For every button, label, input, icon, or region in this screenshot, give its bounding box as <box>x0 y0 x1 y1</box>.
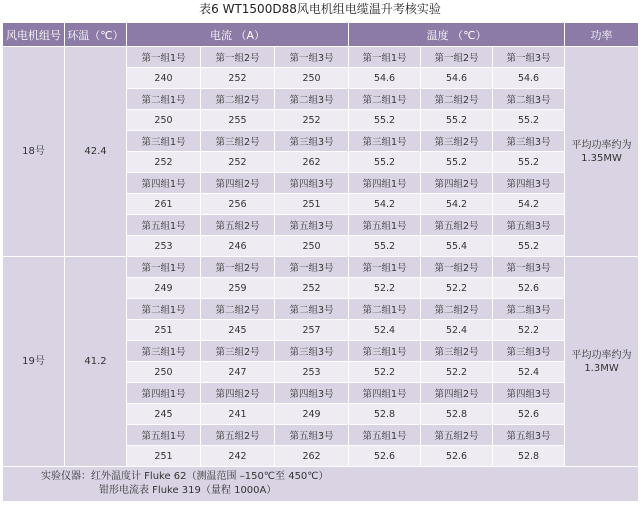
instrument-line-1: 实验仪器：红外温度计 Fluke 62（测温范围 –150℃至 450℃） <box>41 471 329 482</box>
temp-label: 第一组3号 <box>493 257 565 278</box>
temp-value: 55.2 <box>349 236 421 257</box>
temp-value: 54.2 <box>493 194 565 215</box>
temp-value: 52.6 <box>493 404 565 425</box>
temp-label: 第五组2号 <box>421 215 493 236</box>
temp-label: 第一组1号 <box>349 257 421 278</box>
current-label: 第三组3号 <box>275 341 349 362</box>
header-row <box>3 23 639 47</box>
header-current: 电流 （A） <box>127 23 349 47</box>
temp-label: 第四组2号 <box>421 383 493 404</box>
current-label: 第四组1号 <box>127 173 201 194</box>
current-value: 252 <box>275 110 349 131</box>
temp-value: 52.8 <box>421 404 493 425</box>
current-label: 第一组1号 <box>127 47 201 68</box>
current-value: 253 <box>275 362 349 383</box>
current-value: 259 <box>201 278 275 299</box>
temp-value: 54.2 <box>421 194 493 215</box>
temp-value: 52.2 <box>349 362 421 383</box>
temp-label: 第三组2号 <box>421 131 493 152</box>
current-value: 252 <box>201 68 275 89</box>
temp-value: 55.2 <box>349 110 421 131</box>
current-value: 253 <box>127 236 201 257</box>
temp-value: 52.6 <box>421 446 493 467</box>
current-label: 第二组2号 <box>201 89 275 110</box>
temp-label: 第二组3号 <box>493 89 565 110</box>
cable-temperature-table <box>2 22 639 502</box>
temp-value: 55.2 <box>493 152 565 173</box>
temp-label: 第四组3号 <box>493 173 565 194</box>
temp-value: 52.4 <box>493 362 565 383</box>
table-body <box>3 47 639 467</box>
temp-value: 55.4 <box>421 236 493 257</box>
temp-value: 54.6 <box>493 68 565 89</box>
temp-label: 第三组3号 <box>493 341 565 362</box>
temp-value: 55.2 <box>349 152 421 173</box>
current-label: 第五组3号 <box>275 215 349 236</box>
current-value: 257 <box>275 320 349 341</box>
current-label: 第四组2号 <box>201 383 275 404</box>
current-value: 262 <box>275 446 349 467</box>
current-label: 第一组3号 <box>275 47 349 68</box>
current-value: 252 <box>127 152 201 173</box>
current-label: 第五组2号 <box>201 425 275 446</box>
temp-label: 第二组2号 <box>421 299 493 320</box>
current-value: 246 <box>201 236 275 257</box>
current-value: 247 <box>201 362 275 383</box>
temp-label: 第一组3号 <box>493 47 565 68</box>
temp-value: 54.6 <box>349 68 421 89</box>
header-unit: 风电机组号 <box>3 23 65 47</box>
temp-value: 52.4 <box>349 320 421 341</box>
current-value: 255 <box>201 110 275 131</box>
current-value: 252 <box>275 278 349 299</box>
ambient-temp: 41.2 <box>65 257 127 467</box>
temp-value: 52.2 <box>349 278 421 299</box>
temp-label: 第二组3号 <box>493 299 565 320</box>
current-value: 240 <box>127 68 201 89</box>
current-label: 第四组2号 <box>201 173 275 194</box>
temp-value: 52.6 <box>349 446 421 467</box>
footer-row <box>3 467 639 502</box>
temp-label: 第五组3号 <box>493 215 565 236</box>
current-value: 251 <box>127 446 201 467</box>
temp-label: 第五组3号 <box>493 425 565 446</box>
temp-value: 52.2 <box>493 320 565 341</box>
temp-value: 55.2 <box>421 152 493 173</box>
temp-value: 55.2 <box>493 236 565 257</box>
current-label: 第三组3号 <box>275 131 349 152</box>
header-power: 功率 <box>565 23 639 47</box>
header-temperature: 温度 （℃） <box>349 23 565 47</box>
temp-value: 55.2 <box>421 110 493 131</box>
current-value: 250 <box>275 236 349 257</box>
current-value: 245 <box>201 320 275 341</box>
current-label: 第三组2号 <box>201 341 275 362</box>
temp-label: 第四组3号 <box>493 383 565 404</box>
current-label: 第二组3号 <box>275 89 349 110</box>
label-row <box>3 47 639 68</box>
current-label: 第五组1号 <box>127 215 201 236</box>
temp-label: 第二组1号 <box>349 299 421 320</box>
current-label: 第三组1号 <box>127 131 201 152</box>
current-label: 第三组2号 <box>201 131 275 152</box>
unit-id: 19号 <box>3 257 65 467</box>
current-label: 第一组2号 <box>201 257 275 278</box>
temp-label: 第三组1号 <box>349 341 421 362</box>
current-value: 262 <box>275 152 349 173</box>
current-label: 第二组3号 <box>275 299 349 320</box>
ambient-temp: 42.4 <box>65 47 127 257</box>
temp-label: 第四组1号 <box>349 173 421 194</box>
current-value: 249 <box>127 278 201 299</box>
temp-value: 52.6 <box>493 278 565 299</box>
current-label: 第五组2号 <box>201 215 275 236</box>
temp-label: 第四组2号 <box>421 173 493 194</box>
current-label: 第五组1号 <box>127 425 201 446</box>
temp-label: 第一组2号 <box>421 257 493 278</box>
temp-label: 第二组1号 <box>349 89 421 110</box>
temp-label: 第五组1号 <box>349 215 421 236</box>
current-value: 241 <box>201 404 275 425</box>
temp-value: 52.4 <box>421 320 493 341</box>
instrument-line-2: 钳形电流表 Fluke 319（量程 1000A） <box>99 485 277 496</box>
current-value: 242 <box>201 446 275 467</box>
temp-value: 54.2 <box>349 194 421 215</box>
temp-value: 52.8 <box>349 404 421 425</box>
current-label: 第二组1号 <box>127 299 201 320</box>
current-label: 第一组2号 <box>201 47 275 68</box>
temp-label: 第三组1号 <box>349 131 421 152</box>
current-label: 第一组3号 <box>275 257 349 278</box>
temp-label: 第五组1号 <box>349 425 421 446</box>
current-label: 第五组3号 <box>275 425 349 446</box>
current-value: 250 <box>127 362 201 383</box>
temp-label: 第一组1号 <box>349 47 421 68</box>
current-label: 第四组1号 <box>127 383 201 404</box>
current-value: 245 <box>127 404 201 425</box>
unit-id: 18号 <box>3 47 65 257</box>
instruments-note <box>3 467 639 502</box>
current-value: 251 <box>275 194 349 215</box>
current-value: 261 <box>127 194 201 215</box>
current-value: 252 <box>201 152 275 173</box>
temp-label: 第三组2号 <box>421 341 493 362</box>
temp-label: 第三组3号 <box>493 131 565 152</box>
temp-label: 第一组2号 <box>421 47 493 68</box>
current-value: 250 <box>275 68 349 89</box>
current-label: 第一组1号 <box>127 257 201 278</box>
temp-label: 第五组2号 <box>421 425 493 446</box>
temp-label: 第四组1号 <box>349 383 421 404</box>
current-label: 第二组2号 <box>201 299 275 320</box>
temp-value: 52.2 <box>421 278 493 299</box>
current-value: 249 <box>275 404 349 425</box>
temp-value: 54.6 <box>421 68 493 89</box>
current-label: 第二组1号 <box>127 89 201 110</box>
header-ambient: 环温（℃） <box>65 23 127 47</box>
power-note: 平均功率约为1.3MW <box>565 257 639 467</box>
temp-label: 第二组2号 <box>421 89 493 110</box>
temp-value: 52.2 <box>421 362 493 383</box>
current-value: 250 <box>127 110 201 131</box>
table-title: 表6 WT1500D88风电机组电缆温升考核实验 <box>199 2 441 16</box>
current-label: 第三组1号 <box>127 341 201 362</box>
temp-value: 52.8 <box>493 446 565 467</box>
power-note: 平均功率约为1.35MW <box>565 47 639 257</box>
current-label: 第四组3号 <box>275 173 349 194</box>
current-label: 第四组3号 <box>275 383 349 404</box>
temp-value: 55.2 <box>493 110 565 131</box>
current-value: 251 <box>127 320 201 341</box>
label-row <box>3 257 639 278</box>
current-value: 256 <box>201 194 275 215</box>
